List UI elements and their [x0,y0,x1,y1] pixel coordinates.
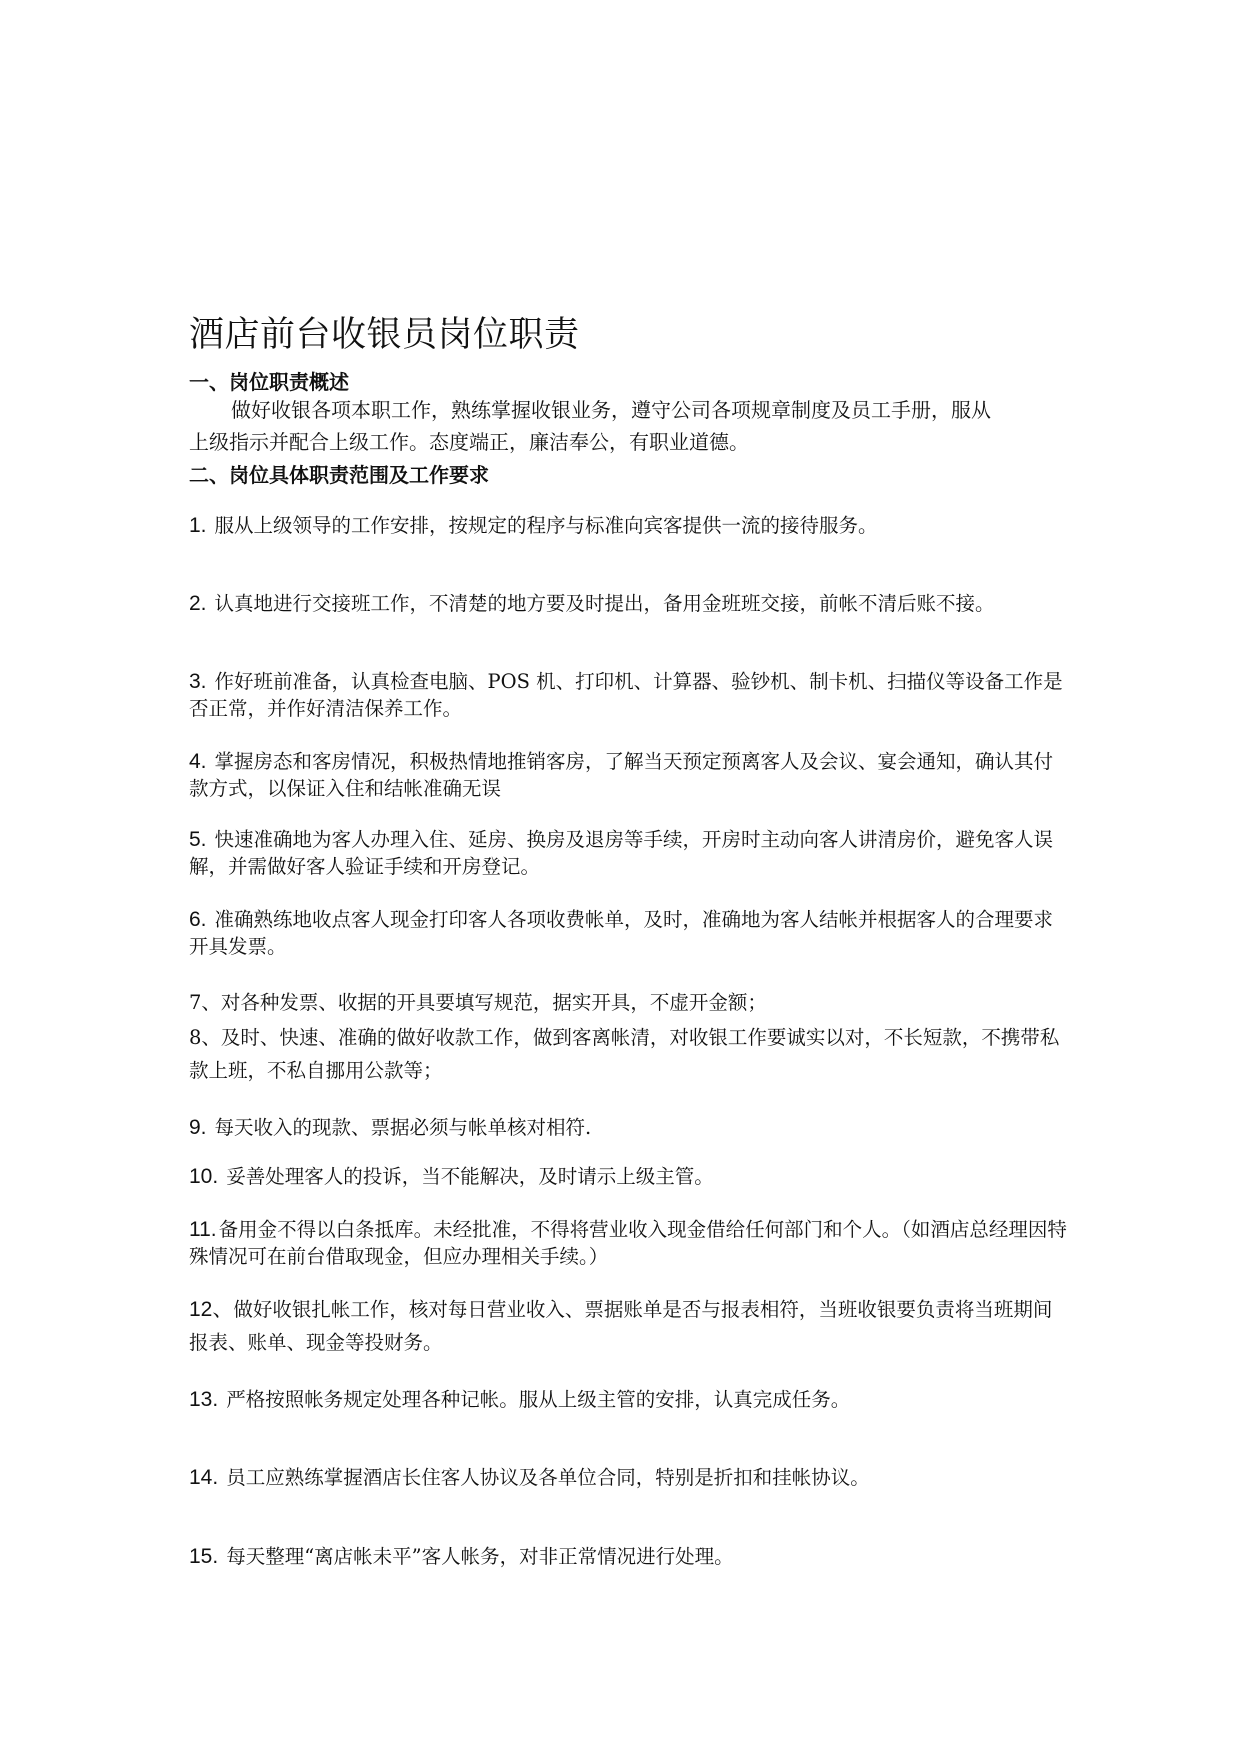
item-number: 12、 [189,1298,234,1321]
list-item [189,1021,1069,1087]
item-text: 备用金不得以白条抵库。未经批准，不得将营业收入现金借给任何部门和个人。（如酒店总经理因特殊情况可在前台借取现金，但应办理相关手续。） [189,1218,1067,1268]
list-item [189,1386,1069,1413]
list-item [189,1464,1069,1491]
item-text: 妥善处理客人的投诉，当不能解决，及时请示上级主管。 [226,1165,714,1188]
item-number: 10. [189,1165,219,1188]
section-2-heading: 二、岗位具体职责范围及工作要求 [189,463,489,487]
item-text: 每天整理“离店帐未平”客人帐务，对非正常情况进行处理。 [226,1545,734,1568]
item-text: 及时、快速、准确的做好收款工作，做到客离帐清，对收银工作要诚实以对，不长短款，不携带私款上班，不私自挪用公款等； [189,1026,1060,1082]
item-text: 每天收入的现款、票据必须与帐单核对相符. [214,1116,592,1139]
list-item [189,590,1069,617]
list-item [189,1543,1069,1570]
item-text: 对各种发票、收据的开具要填写规范，据实开具，不虚开金额； [220,991,767,1014]
item-number: 3. [189,670,207,693]
list-item [189,1293,1069,1359]
list-item [189,668,1069,722]
item-number: 1. [189,514,207,537]
item-number: 2. [189,592,207,615]
document-title: 酒店前台收银员岗位职责 [189,315,580,355]
item-number: 15. [189,1545,219,1568]
list-item [189,1216,1069,1270]
list-item [189,512,1069,539]
section-1-line-1: 做好收银各项本职工作，熟练掌握收银业务，遵守公司各项规章制度及员工手册，服从 [231,398,991,422]
item-text: 快速准确地为客人办理入住、延房、换房及退房等手续，开房时主动向客人讲清房价，避免客人误解，并需做好客人验证手续和开房登记。 [189,828,1054,878]
item-text: 作好班前准备，认真检查电脑、POS 机、打印机、计算器、验钞机、制卡机、扫描仪等设备工作是否正常，并作好清洁保养工作。 [189,670,1063,720]
item-number: 4. [189,750,207,773]
item-text: 服从上级领导的工作安排，按规定的程序与标准向宾客提供一流的接待服务。 [214,514,878,537]
item-number: 5. [189,828,207,851]
item-text: 做好收银扎帐工作，核对每日营业收入、票据账单是否与报表相符，当班收银要负责将当班期间报表、账单、现金等投财务。 [189,1298,1053,1354]
list-item [189,826,1069,880]
item-text: 员工应熟练掌握酒店长住客人协议及各单位合同，特别是折扣和挂帐协议。 [226,1466,870,1489]
item-text: 严格按照帐务规定处理各种记帐。服从上级主管的安排，认真完成任务。 [226,1388,851,1411]
item-number: 11. [189,1218,217,1241]
item-number: 14. [189,1466,219,1489]
item-number: 6. [189,908,207,931]
section-1-line-2: 上级指示并配合上级工作。态度端正，廉洁奉公，有职业道德。 [189,430,749,454]
item-number: 8、 [189,1026,221,1049]
item-number: 9. [189,1116,207,1139]
item-number: 13. [189,1388,219,1411]
list-item [189,906,1069,960]
list-item [189,748,1069,802]
list-item [189,989,1069,1016]
item-text: 准确熟练地收点客人现金打印客人各项收费帐单，及时，准确地为客人结帐并根据客人的合理要求开具发票。 [189,908,1054,958]
list-item [189,1163,1069,1190]
list-item [189,1114,1069,1141]
item-number: 7、 [189,991,221,1014]
item-text: 认真地进行交接班工作，不清楚的地方要及时提出，备用金班班交接，前帐不清后账不接。 [214,592,995,615]
item-text: 掌握房态和客房情况，积极热情地推销客房，了解当天预定预离客人及会议、宴会通知，确认其付款方式，以保证入住和结帐准确无误 [189,750,1054,800]
section-1-heading: 一、岗位职责概述 [189,370,349,394]
